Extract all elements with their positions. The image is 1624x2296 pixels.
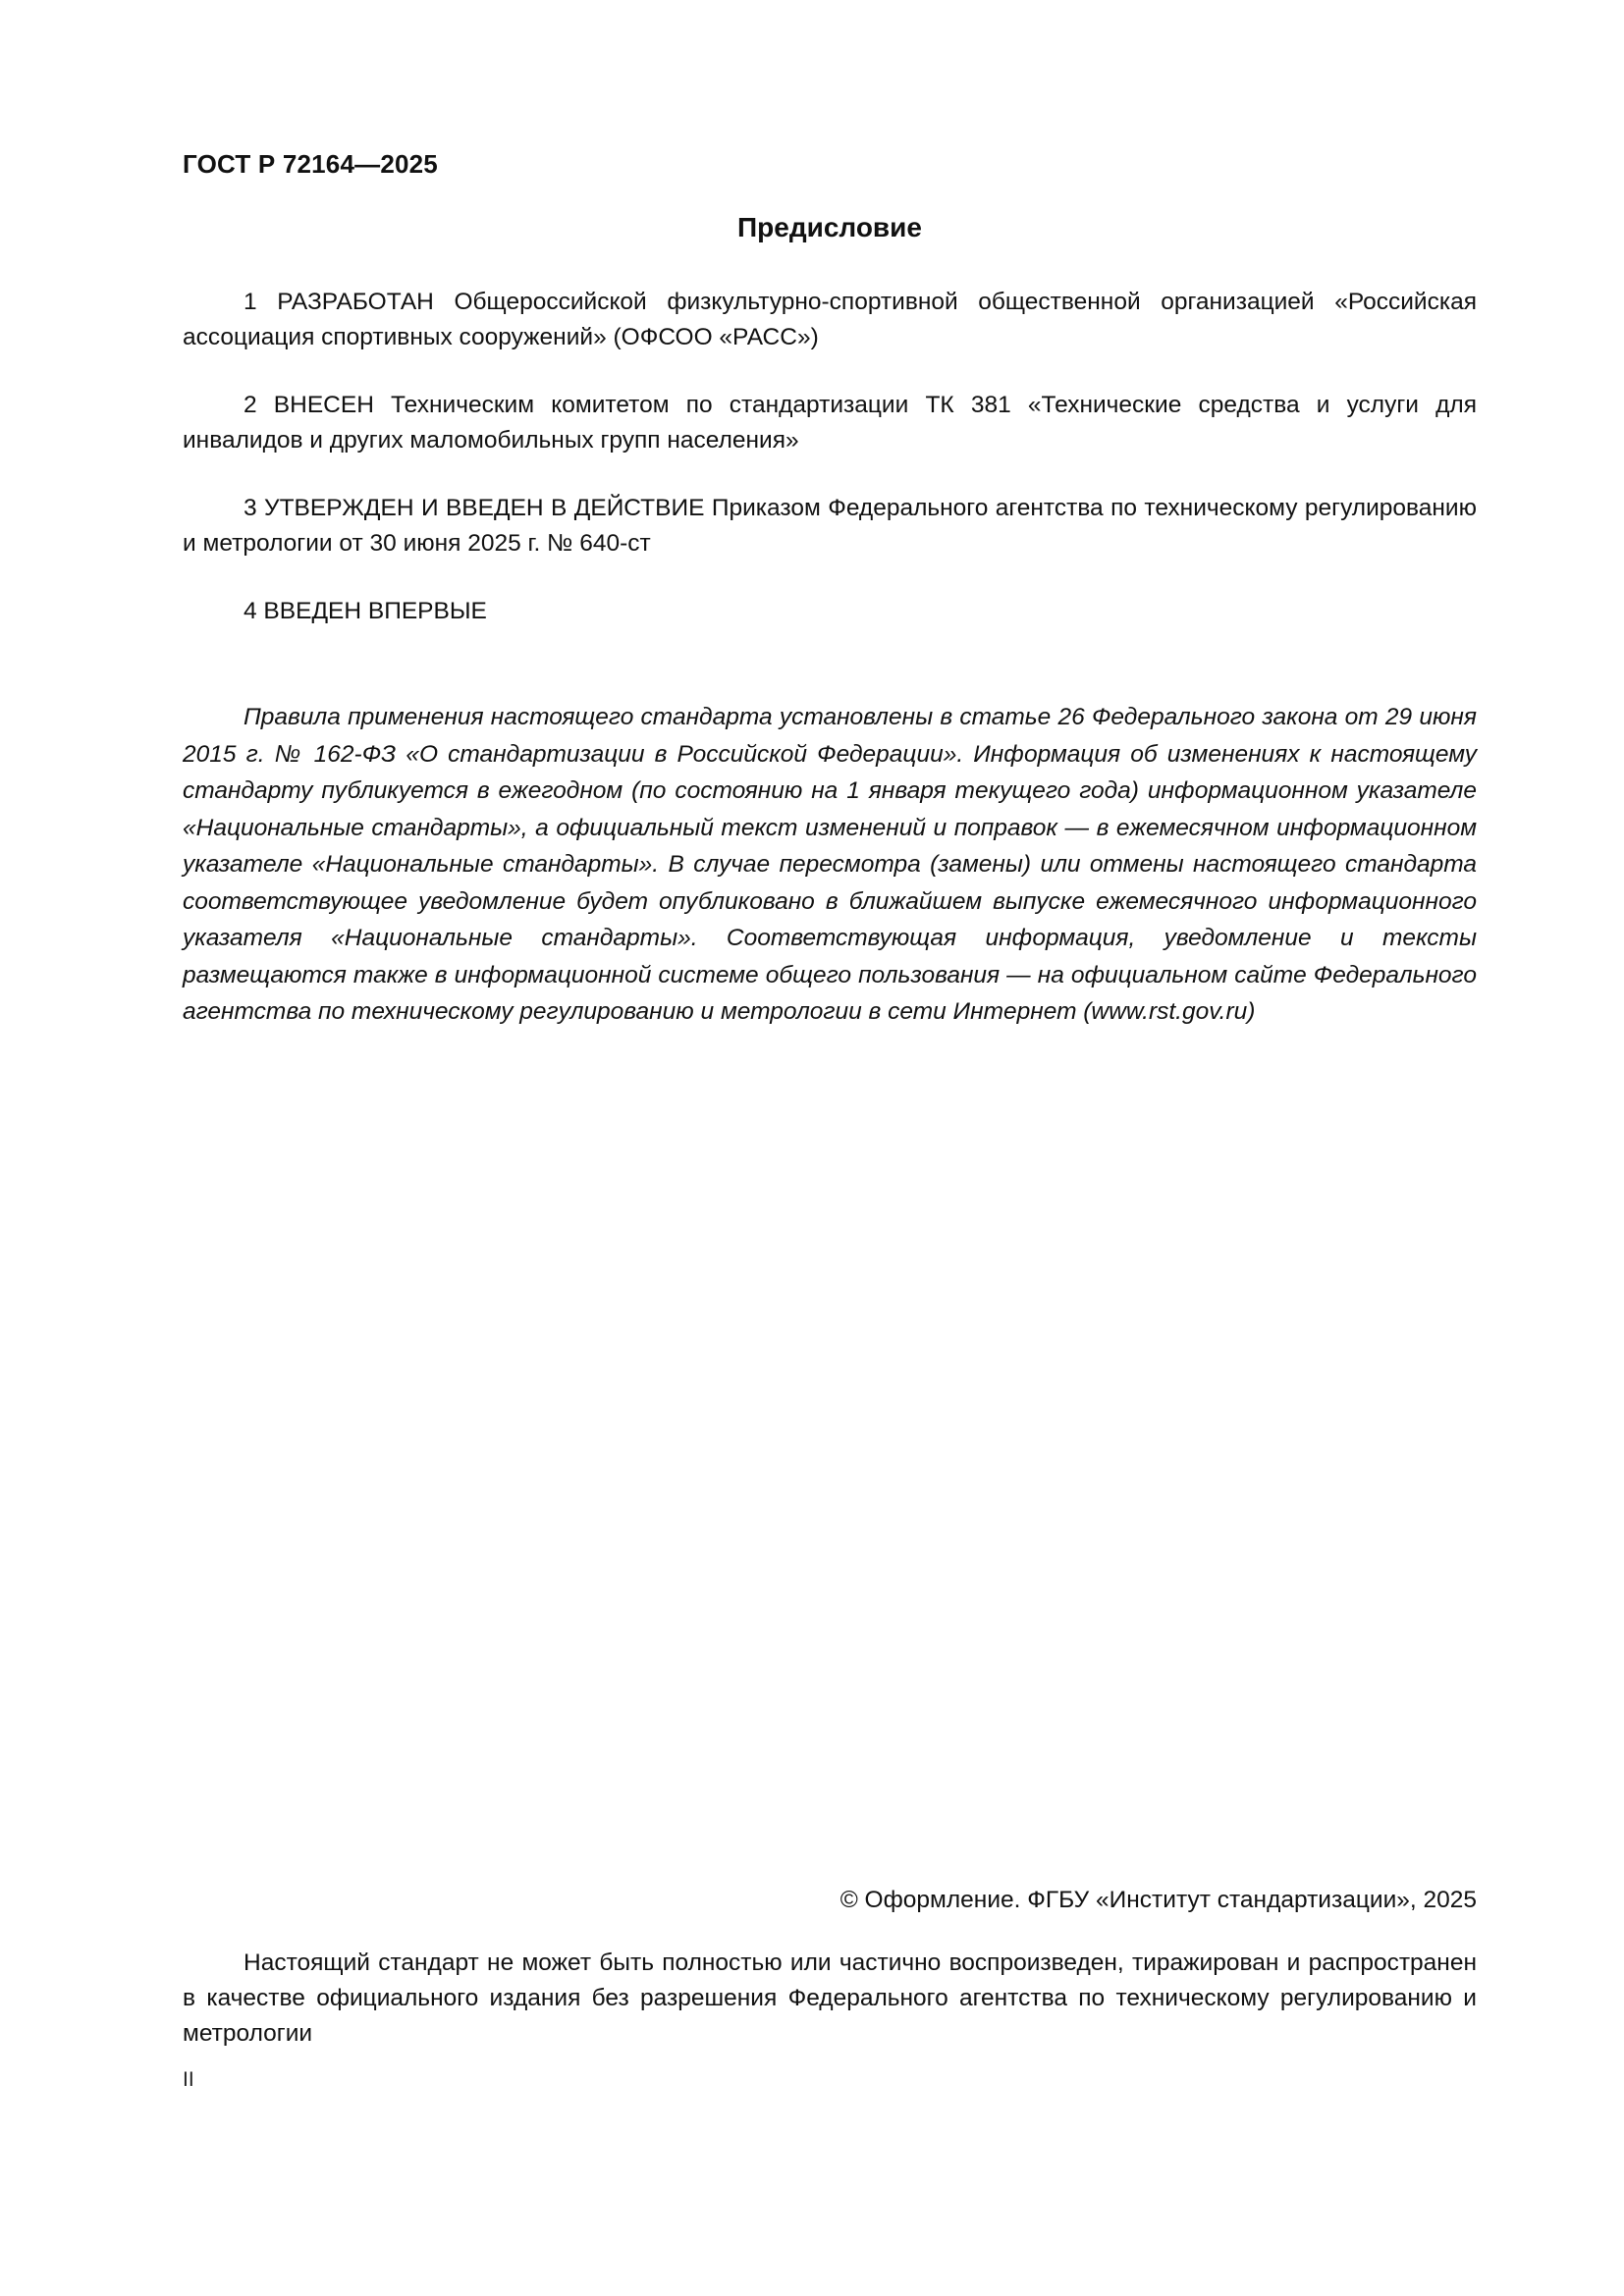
running-header-standard-number: ГОСТ Р 72164—2025 <box>183 149 438 179</box>
reproduction-notice-text: Настоящий стандарт не может быть полностью или частично воспроизведен, тиражирован и распространен в качестве официального издания без разрешения Федерального агентства по техническому регулированию и метрологии <box>183 1949 1477 2047</box>
foreword-clause-1: 1 РАЗРАБОТАН Общероссийской физкультурно-спортивной общественной организацией «Российская ассоциация спортивных сооружений» (ОФСОО «РАСС») <box>183 289 1477 350</box>
application-rules-text: Правила применения настоящего стандарта установлены в статье 26 Федерального закона от 29 июня 2015 г. № 162-ФЗ «О стандартизации в Российской Федерации». Информация об изменениях к настоящему стандарту публикуется в ежегодном (по состоянию на 1 января текущего года) информационном указателе «Национальные стандарты», а официальный текст изменений и поправок — в ежемесячном информационном указателе «Национальные стандарты». В случае пересмотра (замены) или отмены настоящего стандарта соответствующее уведомление будет опубликовано в ближайшем выпуске ежемесячного информационного указателя «Национальные стандарты». Соответствующая информация, уведомление и тексты размещаются также в информационной системе общего пользования — на официальном сайте Федерального агентства по техническому регулированию и метрологии в сети Интернет (www.rst.gov.ru) <box>183 704 1477 1025</box>
foreword-clause-list <box>183 285 1477 629</box>
page-title: Предисловие <box>737 212 922 242</box>
foreword-clause-4: 4 ВВЕДЕН ВПЕРВЫЕ <box>244 598 487 624</box>
page-number-folio: II <box>183 2068 194 2091</box>
foreword-clause-2: 2 ВНЕСЕН Техническим комитетом по стандартизации ТК 381 «Технические средства и услуги для инвалидов и других маломобильных групп населения» <box>183 392 1477 454</box>
reproduction-notice <box>183 1946 1477 2052</box>
foreword-clause-3: 3 УТВЕРЖДЕН И ВВЕДЕН В ДЕЙСТВИЕ Приказом Федерального агентства по техническому регулированию и метрологии от 30 июня 2025 г. № 640-ст <box>183 495 1477 557</box>
application-rules-block <box>183 699 1477 1031</box>
copyright-line: © Оформление. ФГБУ «Институт стандартизации», 2025 <box>839 1887 1477 1913</box>
